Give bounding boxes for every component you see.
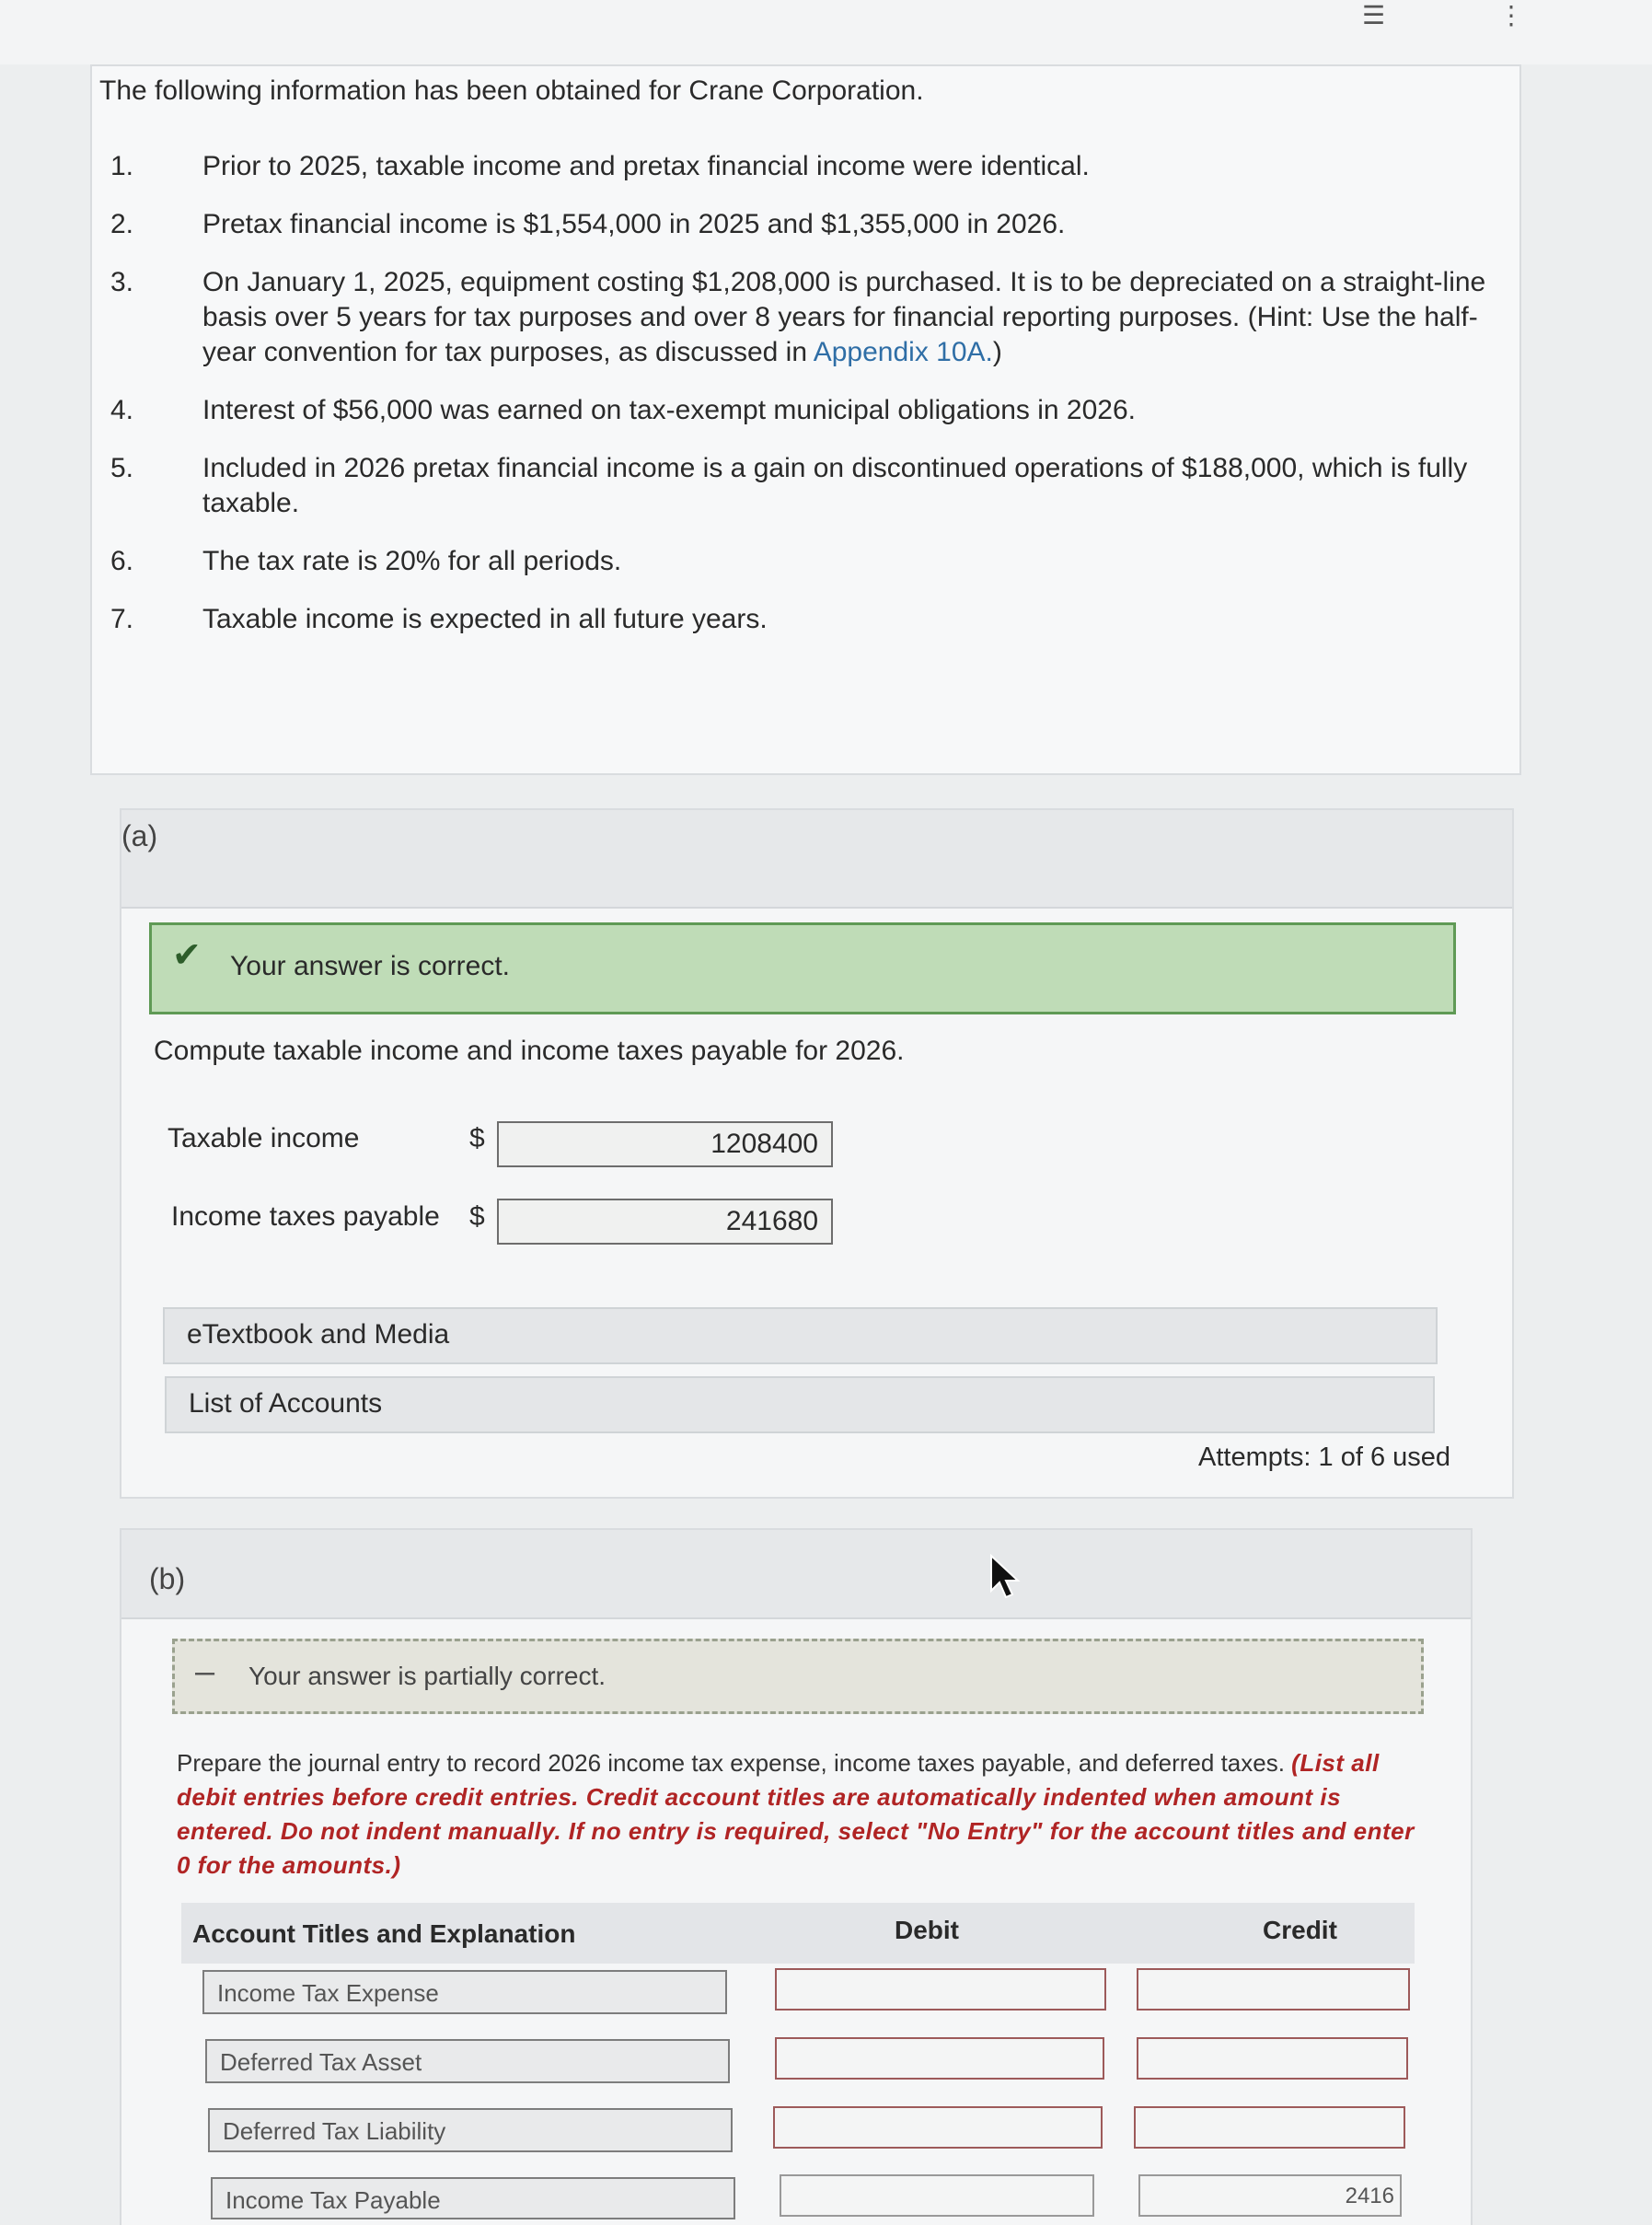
income-taxes-payable-label: Income taxes payable [171,1201,440,1232]
fact-number: 7. [110,604,134,634]
fact-text-tail: ) [992,337,1002,367]
fact-item [110,149,1491,184]
partial-feedback-banner [172,1639,1424,1714]
facts-list [110,149,1491,660]
more-vertical-icon[interactable]: ⋮ [1498,1,1524,29]
instruction-warning: (List all debit entries before credit entries. Credit account titles are automatically indented when amount is entered. Do not indent manually. If no entry is required, select "No Entry" for the account titles and enter 0 for the amounts.) [177,1749,1415,1879]
fact-text: Pretax financial income is $1,554,000 in 2025 and $1,355,000 in 2026. [202,209,1066,239]
part-b-section [120,1528,1473,2225]
credit-column-header: Credit [1263,1916,1337,1944]
taxable-income-input[interactable]: 1208400 [497,1121,833,1167]
fact-number: 5. [110,453,134,483]
fact-number: 2. [110,209,134,239]
account-title-select[interactable]: Deferred Tax Liability [208,2108,733,2152]
credit-input[interactable]: 2416 [1138,2174,1402,2217]
journal-table-header [181,1903,1415,1964]
fact-item [110,393,1491,428]
account-title-select[interactable]: Income Tax Payable [211,2177,735,2219]
problem-statement-panel [90,64,1521,775]
debit-input[interactable] [775,2037,1104,2080]
fact-text: On January 1, 2025, equipment costing $1,208,000 is purchased. It is to be depreciated on a straight-line basis over 5 years for tax purposes and over 8 years for financial reporting purposes. (Hint: Use the half-year convention for tax purposes, as discussed in [202,267,1486,367]
part-a-section [120,808,1514,1499]
browser-top-bar [0,0,1652,64]
debit-column-header: Debit [895,1916,959,1944]
fact-item [110,602,1491,637]
list-icon[interactable]: ☰ [1362,1,1386,29]
fact-item [110,265,1491,370]
fact-text: Included in 2026 pretax financial income is a gain on discontinued operations of $188,000, which is fully taxable. [202,453,1468,518]
fact-item [110,207,1491,242]
feedback-message: Your answer is partially correct. [248,1662,607,1690]
account-title-select[interactable]: Deferred Tax Asset [205,2039,730,2083]
currency-symbol: $ [469,1201,485,1232]
fact-number: 6. [110,546,134,576]
part-a-label: (a) [121,819,158,852]
account-column-header: Account Titles and Explanation [192,1919,576,1948]
feedback-message: Your answer is correct. [230,951,511,981]
etextbook-media-button[interactable]: eTextbook and Media [163,1307,1438,1364]
credit-input[interactable] [1137,1968,1410,2011]
fact-text: The tax rate is 20% for all periods. [202,546,622,576]
debit-input[interactable] [775,1968,1106,2011]
part-b-label: (b) [149,1562,186,1595]
fact-item [110,544,1491,579]
list-of-accounts-button[interactable]: List of Accounts [165,1376,1435,1433]
fact-text: Taxable income is expected in all future years. [202,604,768,634]
fact-text: Interest of $56,000 was earned on tax-exempt municipal obligations in 2026. [202,395,1136,425]
fact-text: Prior to 2025, taxable income and pretax financial income were identical. [202,151,1090,181]
fact-number: 4. [110,395,134,425]
income-taxes-payable-input[interactable]: 241680 [497,1199,833,1245]
part-a-header [121,810,1512,909]
debit-input[interactable] [773,2106,1103,2149]
appendix-link[interactable]: Appendix 10A. [813,337,993,367]
fact-number: 1. [110,151,134,181]
credit-input[interactable] [1134,2106,1405,2149]
part-a-prompt: Compute taxable income and income taxes payable for 2026. [154,1036,905,1066]
journal-instructions [177,1746,1428,1883]
problem-title: The following information has been obtained for Crane Corporation. [99,75,924,106]
dash-icon: – [195,1652,215,1691]
correct-feedback-banner [149,922,1456,1014]
taxable-income-label: Taxable income [168,1123,360,1153]
instruction-text: Prepare the journal entry to record 2026 income tax expense, income taxes payable, and deferred taxes. [177,1749,1292,1777]
debit-input[interactable] [780,2174,1094,2217]
part-b-header [121,1530,1471,1619]
fact-item [110,451,1491,521]
credit-input[interactable] [1137,2037,1408,2080]
account-title-select[interactable]: Income Tax Expense [202,1970,727,2014]
checkmark-icon: ✔ [172,936,202,975]
attempts-counter: Attempts: 1 of 6 used [1198,1443,1451,1472]
fact-number: 3. [110,267,134,297]
mouse-cursor-icon [988,1554,1024,1602]
currency-symbol: $ [469,1123,485,1153]
